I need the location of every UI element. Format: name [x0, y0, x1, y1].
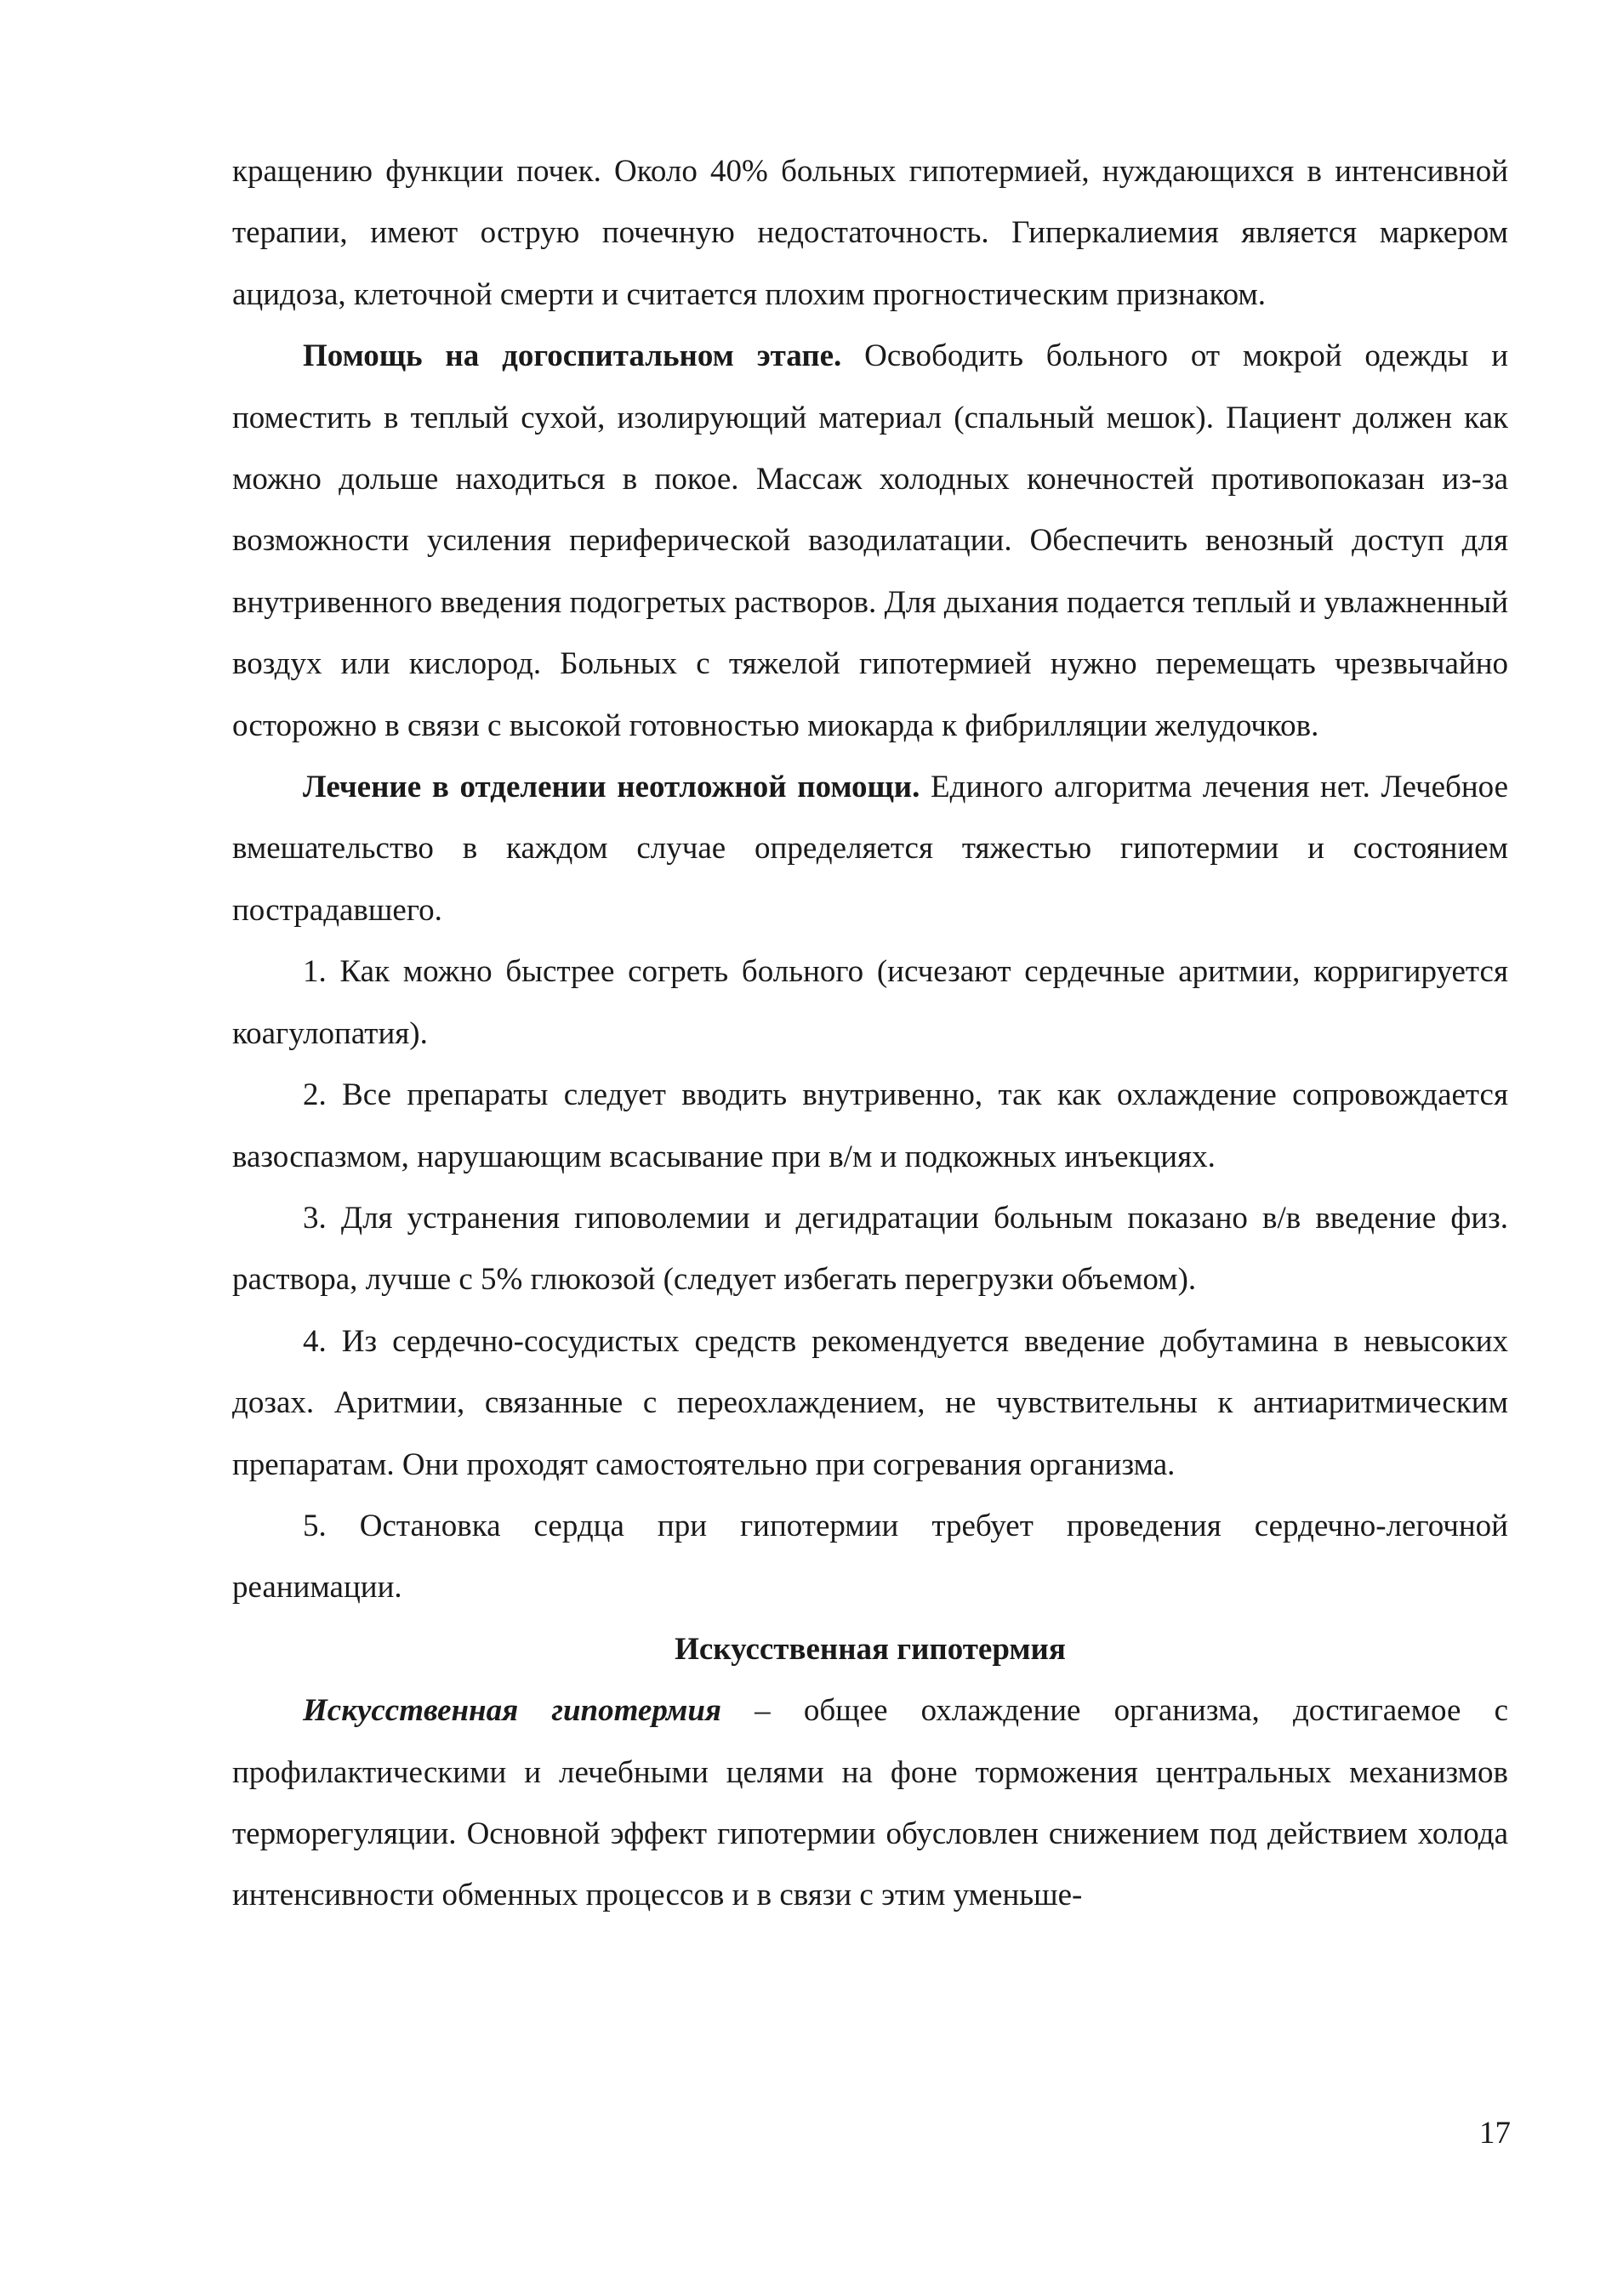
page-number: 17: [1479, 2116, 1511, 2151]
defined-term: Искусственная гипотермия: [303, 1693, 721, 1729]
paragraph-prehospital-care: [232, 326, 1508, 757]
paragraph-text: Освободить больного от мокрой одежды и поместить в теплый сухой, изолирующий материал (спальный мешок). Пациент должен как можно дольше находиться в покое. Массаж холодных конечностей противопоказан из-за возможности усиления периферической вазодилатации. Обеспечить венозный доступ для внутривенного введения подогретых растворов. Для дыхания подается теплый и увлажненный воздух или кислород. Больных с тяжелой гипотермией нужно перемещать чрезвычайно осторожно в связи с высокой готовностью миокарда к фибрилляции желудочков.: [232, 338, 1508, 743]
body-text: [232, 141, 1508, 1927]
list-item-2: 2. Все препараты следует вводить внутривенно, так как охлаждение сопровождается вазоспазмом, нарушающим всасывание при в/м и подкожных инъекциях.: [232, 1077, 1508, 1174]
list-item-4: 4. Из сердечно-сосудистых средств рекомендуется введение добутамина в невысоких дозах. Аритмии, связанные с переохлаждением, не чувствительны к антиаритмическим препаратам. Они проходят самостоятельно при согревания организма.: [232, 1323, 1508, 1482]
run-in-heading-prehospital: Помощь на догоспитальном этапе.: [303, 338, 842, 374]
paragraph-emergency-treatment: [232, 757, 1508, 941]
run-in-heading-emergency: Лечение в отделении неотложной помощи.: [303, 770, 920, 805]
paragraph-text: кращению функции почек. Около 40% больных гипотермией, нуждающихся в интенсивной терапии, имеют острую почечную недостаточность. Гиперкалиемия является маркером ацидоза, клеточной смерти и считается плохим прогностическим признаком.: [232, 154, 1508, 312]
section-heading: Искусственная гипотермия: [675, 1631, 1066, 1667]
list-item-1: 1. Как можно быстрее согреть больного (исчезают сердечные аритмии, корригируется коагулопатия).: [232, 954, 1508, 1051]
paragraph-kidney-function: [232, 141, 1508, 326]
paragraph-artificial-hypothermia: [232, 1680, 1508, 1927]
list-item-5: 5. Остановка сердца при гипотермии требует проведения сердечно-легочной реанимации.: [232, 1508, 1508, 1605]
list-item-3: 3. Для устранения гиповолемии и дегидратации больным показано в/в введение физ. раствора, лучше с 5% глюкозой (следует избегать перегрузки объемом).: [232, 1200, 1508, 1298]
paragraph-text: – общее охлаждение организма, достигаемое с профилактическими и лечебными целями на фоне торможения центральных механизмов терморегуляции. Основной эффект гипотермии обусловлен снижением под действием холода интенсивности обменных процессов и в связи с этим уменьше-: [232, 1693, 1508, 1913]
paragraph-text: Единого алгоритма лечения нет. Лечебное вмешательство в каждом случае определяется тяжестью гипотермии и состоянием пострадавшего.: [232, 770, 1508, 928]
